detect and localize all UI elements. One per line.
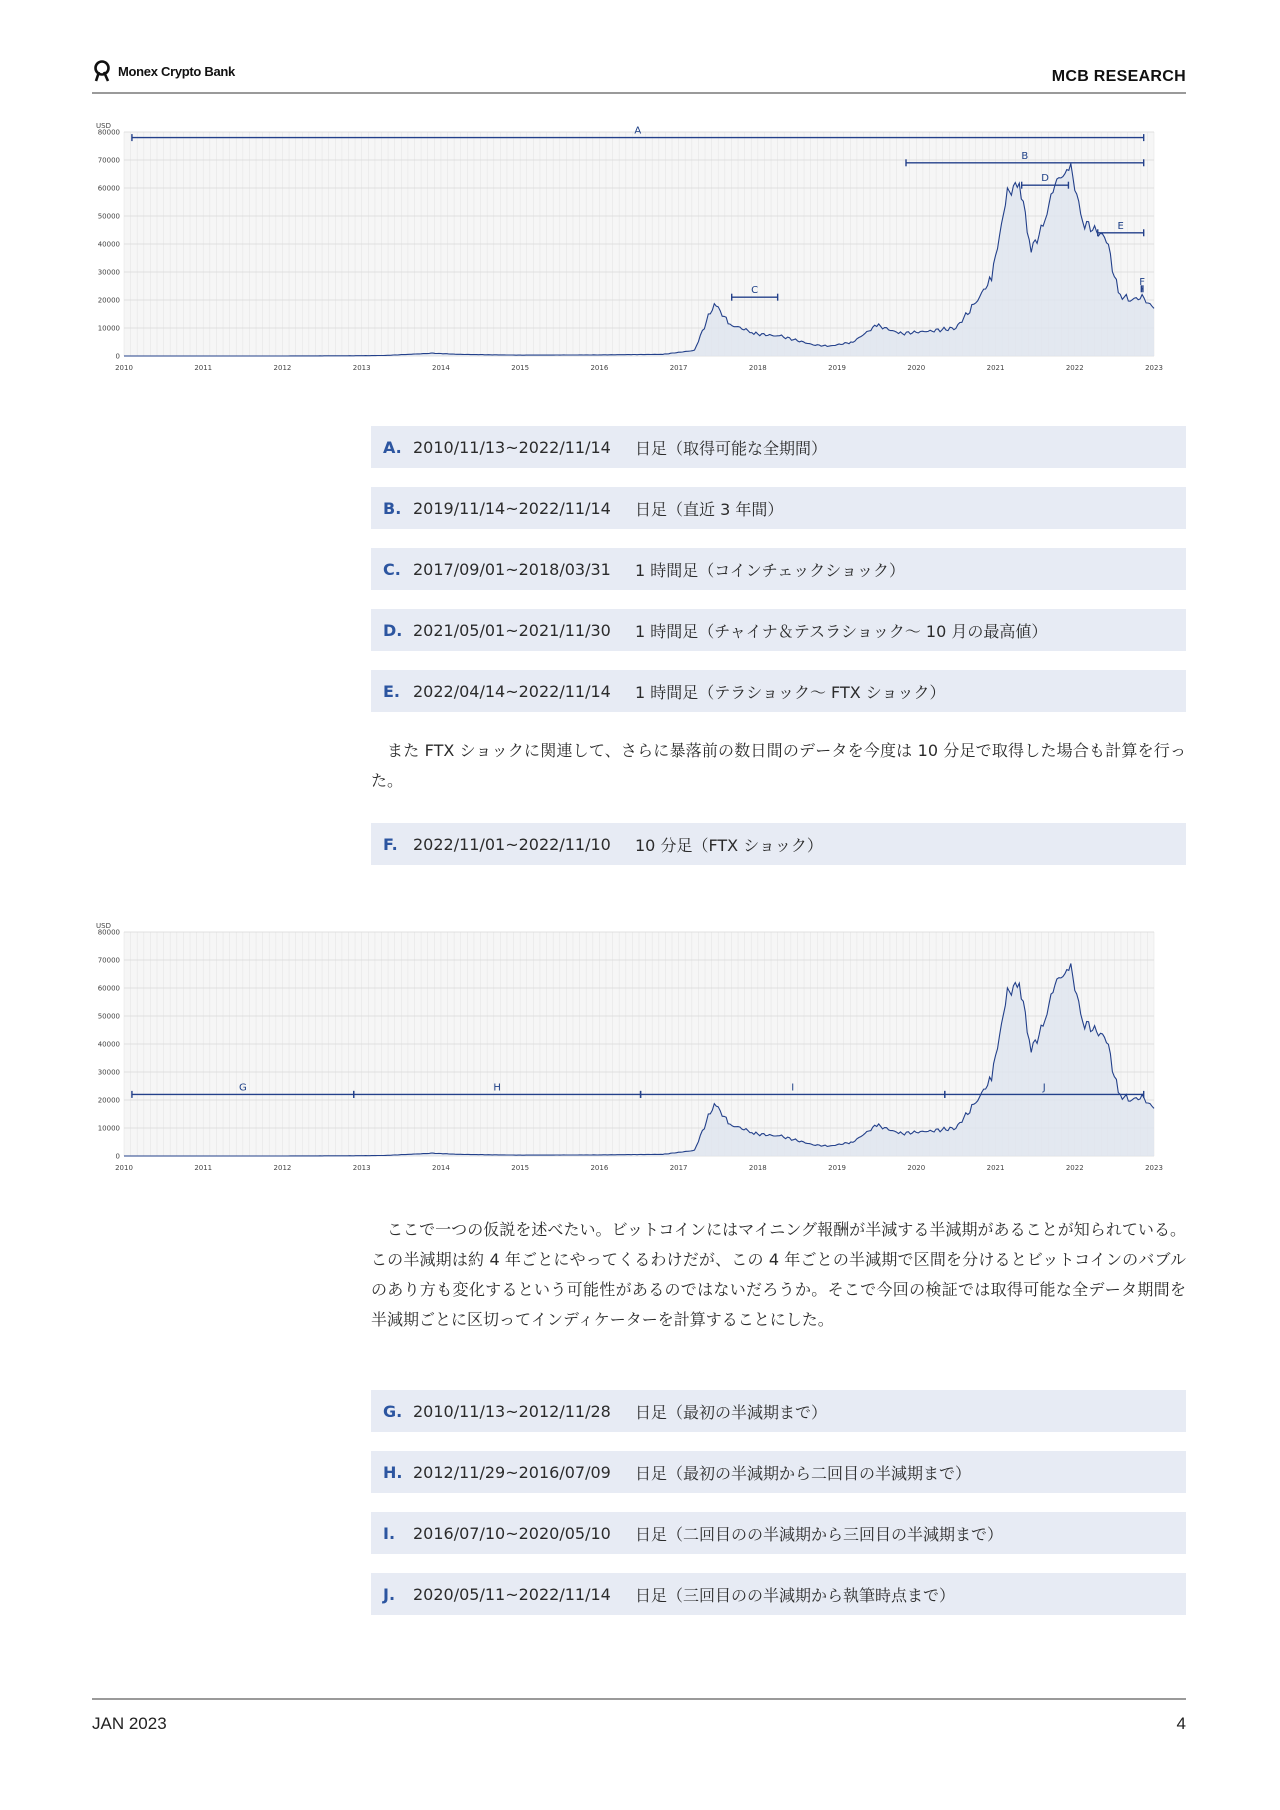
x-tick-label: 2013 (352, 1164, 371, 1172)
x-tick-label: 2013 (352, 364, 371, 372)
x-tick-label: 2012 (273, 364, 292, 372)
period-letter: A. (383, 437, 402, 457)
x-tick-label: 2021 (986, 1164, 1005, 1172)
period-range: 2016/07/10~2020/05/10 (413, 1523, 611, 1543)
y-tick-label: 40000 (97, 240, 120, 249)
x-tick-label: 2010 (115, 1164, 133, 1172)
period-desc: 1 時間足（コインチェックショック） (635, 560, 905, 580)
period-item (371, 426, 1186, 468)
y-tick-label: 50000 (97, 1012, 120, 1021)
y-tick-label: 80000 (97, 128, 120, 137)
period-label-j: J (1042, 1082, 1046, 1094)
x-tick-label: 2014 (432, 1164, 450, 1172)
period-desc: 日足（取得可能な全期間） (635, 438, 828, 458)
y-tick-label: 30000 (97, 268, 120, 277)
x-tick-label: 2016 (590, 364, 609, 372)
period-desc: 日足（最初の半減期から二回目の半減期まで） (635, 1463, 972, 1483)
y-axis-label: USD (96, 922, 111, 930)
period-label-c: C (751, 285, 759, 297)
period-item (371, 609, 1186, 651)
x-tick-label: 2023 (1145, 1164, 1163, 1172)
period-label-b: B (1021, 150, 1029, 162)
period-range: 2020/05/11~2022/11/14 (413, 1584, 611, 1604)
period-range: 2021/05/01~2021/11/30 (413, 620, 611, 640)
period-label-g: G (238, 1082, 247, 1094)
y-tick-label: 20000 (97, 296, 120, 305)
period-item (371, 1390, 1186, 1432)
footer-date: JAN 2023 (92, 1714, 167, 1733)
period-item (371, 1451, 1186, 1493)
period-range: 2017/09/01~2018/03/31 (413, 559, 611, 579)
y-tick-label: 10000 (97, 1124, 120, 1133)
period-label-e: E (1117, 220, 1124, 232)
price-chart-2-svg (88, 918, 1168, 1180)
price-chart-1-svg (88, 118, 1168, 380)
x-tick-label: 2014 (432, 364, 450, 372)
period-label-f: F (1139, 276, 1145, 288)
x-tick-label: 2010 (115, 364, 133, 372)
period-list-3 (371, 1390, 1186, 1634)
period-desc: 1 時間足（テラショック～ FTX ショック） (635, 682, 946, 702)
period-range: 2010/11/13~2012/11/28 (413, 1401, 611, 1421)
x-tick-label: 2017 (669, 364, 688, 372)
period-letter: J. (383, 1584, 396, 1604)
x-tick-label: 2020 (907, 364, 926, 372)
period-list-2 (371, 823, 1186, 884)
logo-text: Monex Crypto Bank (118, 63, 235, 79)
period-range: 2012/11/29~2016/07/09 (413, 1462, 611, 1482)
logo (92, 60, 235, 82)
period-range: 2022/11/01~2022/11/10 (413, 834, 611, 854)
y-tick-label: 40000 (97, 1040, 120, 1049)
period-letter: H. (383, 1462, 403, 1482)
period-letter: G. (383, 1401, 403, 1421)
x-tick-label: 2015 (511, 1164, 530, 1172)
y-tick-label: 70000 (97, 156, 120, 165)
period-item (371, 548, 1186, 590)
period-item (371, 823, 1186, 865)
x-tick-label: 2022 (1065, 364, 1084, 372)
y-tick-label: 20000 (97, 1096, 120, 1105)
period-range: 2019/11/14~2022/11/14 (413, 498, 611, 518)
period-label-d: D (1041, 173, 1049, 185)
period-letter: E. (383, 681, 401, 701)
x-tick-label: 2015 (511, 364, 530, 372)
x-tick-label: 2023 (1145, 364, 1163, 372)
paragraph-halving: ここで一つの仮説を述べたい。ビットコインにはマイニング報酬が半減する半減期があることが知られている。この半減期は約 4 年ごとにやってくるわけだが、この 4 年ごとの半減期で区間を分けるとビットコインのバブルのあり方も変化するという可能性があるのではないだろうか。そこで今回の検証では取得可能な全データ期間を半減期ごとに区切ってインディケーターを計算することにした。 (371, 1220, 1186, 1329)
x-tick-label: 2018 (748, 1164, 767, 1172)
price-chart-1 (88, 118, 1168, 380)
x-tick-label: 2019 (828, 1164, 846, 1172)
logo-icon (92, 60, 112, 82)
period-letter: B. (383, 498, 402, 518)
period-letter: I. (383, 1523, 396, 1543)
period-list-1 (371, 426, 1186, 731)
period-desc: 日足（最初の半減期まで） (635, 1402, 828, 1422)
period-desc: 10 分足（FTX ショック） (635, 835, 823, 855)
x-tick-label: 2012 (273, 1164, 292, 1172)
period-label-a: A (634, 125, 642, 137)
period-letter: F. (383, 834, 398, 854)
period-item (371, 670, 1186, 712)
period-item (371, 1573, 1186, 1615)
x-tick-label: 2018 (748, 364, 767, 372)
y-tick-label: 0 (115, 352, 120, 361)
page-number: 4 (1176, 1714, 1186, 1733)
x-tick-label: 2016 (590, 1164, 609, 1172)
period-desc: 日足（三回目のの半減期から執筆時点まで） (635, 1585, 956, 1605)
y-tick-label: 10000 (97, 324, 120, 333)
x-tick-label: 2022 (1065, 1164, 1084, 1172)
y-tick-label: 60000 (97, 984, 120, 993)
period-desc: 日足（直近 3 年間） (635, 499, 784, 519)
y-tick-label: 30000 (97, 1068, 120, 1077)
period-desc: 日足（二回目のの半減期から三回目の半減期まで） (635, 1524, 1004, 1544)
period-letter: D. (383, 620, 403, 640)
y-tick-label: 80000 (97, 928, 120, 937)
x-tick-label: 2011 (194, 1164, 213, 1172)
price-chart-2 (88, 918, 1168, 1180)
period-range: 2010/11/13~2022/11/14 (413, 437, 611, 457)
period-item (371, 487, 1186, 529)
paragraph-ftx: また FTX ショックに関連して、さらに暴落前の数日間のデータを今度は 10 分足で取得した場合も計算を行った。 (371, 741, 1186, 790)
period-letter: C. (383, 559, 401, 579)
period-label-h: H (493, 1082, 501, 1094)
period-label-i: I (791, 1082, 795, 1094)
y-axis-label: USD (96, 122, 111, 130)
x-tick-label: 2021 (986, 364, 1005, 372)
page-header (92, 58, 1186, 94)
y-tick-label: 60000 (97, 184, 120, 193)
period-item (371, 1512, 1186, 1554)
x-tick-label: 2019 (828, 364, 846, 372)
page-footer (92, 1698, 1186, 1733)
y-tick-label: 50000 (97, 212, 120, 221)
x-tick-label: 2020 (907, 1164, 926, 1172)
period-range: 2022/04/14~2022/11/14 (413, 681, 611, 701)
y-tick-label: 70000 (97, 956, 120, 965)
x-tick-label: 2017 (669, 1164, 688, 1172)
brand-title: MCB RESEARCH (1051, 68, 1186, 85)
y-tick-label: 0 (115, 1152, 120, 1161)
period-desc: 1 時間足（チャイナ＆テスラショック～ 10 月の最高値） (635, 621, 1048, 641)
x-tick-label: 2011 (194, 364, 213, 372)
